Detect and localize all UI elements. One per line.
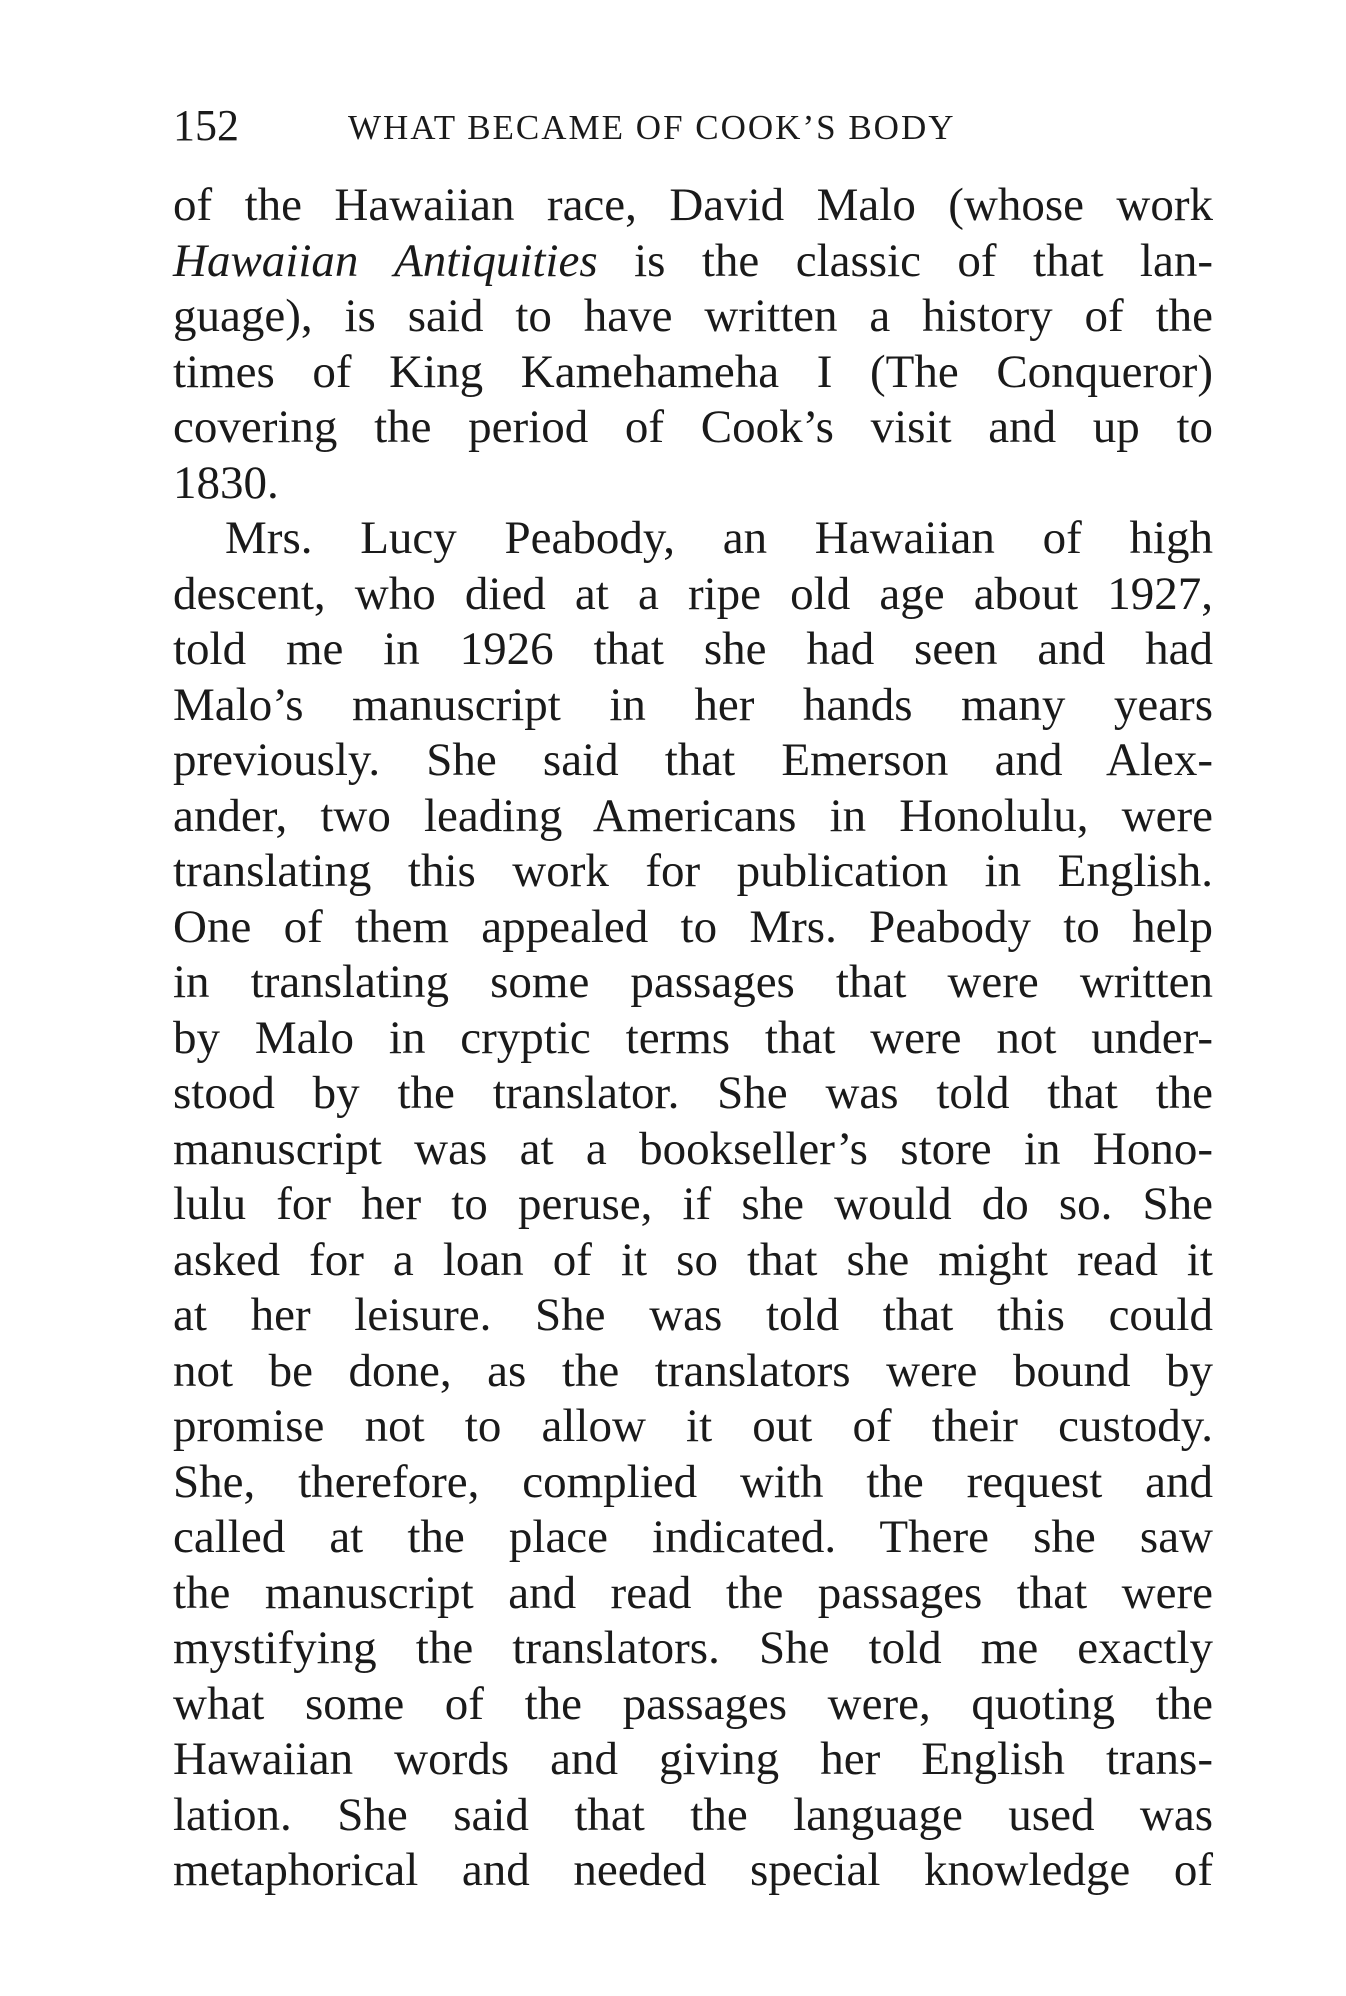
text-line: stood by the translator. She was told that the (173, 1067, 1213, 1119)
paragraph-1 (173, 178, 1213, 511)
text-line: times of King Kamehameha I (The Conqueror) (173, 345, 1213, 398)
text-line (173, 234, 1213, 290)
text-line: asked for a loan of it so that she might read it (173, 1233, 1213, 1286)
text-line: told me in 1926 that she had seen and had (173, 623, 1213, 675)
text-line: promise not to allow it out of their custody. (173, 1400, 1213, 1452)
paragraph-2 (173, 511, 1213, 1899)
text-line: what some of the passages were, quoting the (173, 1677, 1213, 1730)
text-line: covering the period of Cook’s visit and up to (173, 401, 1213, 453)
text-line: at her leisure. She was told that this could (173, 1289, 1213, 1341)
text-line: Malo’s manuscript in her hands many years (173, 678, 1213, 731)
text-line: One of them appealed to Mrs. Peabody to help (173, 900, 1213, 953)
text-line: called at the place indicated. There she saw (173, 1511, 1213, 1563)
text-fragment: is the classic of that lan- (597, 234, 1214, 287)
text-line: lulu for her to peruse, if she would do so. She (173, 1178, 1213, 1230)
text-line: by Malo in cryptic terms that were not under- (173, 1011, 1213, 1064)
book-title-italic: Hawaiian Antiquities (173, 234, 598, 287)
text-line: 1830. (173, 456, 279, 509)
text-line: not be done, as the translators were bound by (173, 1344, 1213, 1397)
text-line: Mrs. Lucy Peabody, an Hawaiian of high (225, 512, 1213, 564)
running-title: WHAT BECAME OF COOK’S BODY (348, 108, 956, 147)
text-line: the manuscript and read the passages that were (173, 1566, 1213, 1619)
text-line: translating this work for publication in English. (173, 845, 1213, 897)
running-head (173, 96, 1213, 156)
body-text (173, 178, 1213, 1899)
text-line: descent, who died at a ripe old age about 1927, (173, 567, 1213, 620)
text-line: manuscript was at a bookseller’s store in Hono- (173, 1122, 1213, 1175)
text-line: metaphorical and needed special knowledge of (173, 1844, 1213, 1896)
page-number: 152 (173, 101, 239, 150)
text-line: in translating some passages that were written (173, 956, 1213, 1008)
text-line: lation. She said that the language used was (173, 1788, 1213, 1841)
text-line: of the Hawaiian race, David Malo (whose work (173, 179, 1213, 231)
text-line: guage), is said to have written a history of the (173, 290, 1213, 342)
text-line: ander, two leading Americans in Honolulu, were (173, 789, 1213, 842)
text-line: She, therefore, complied with the request and (173, 1455, 1213, 1508)
text-line: mystifying the translators. She told me exactly (173, 1622, 1213, 1674)
text-line: Hawaiian words and giving her English trans- (173, 1733, 1213, 1785)
text-line: previously. She said that Emerson and Alex- (173, 734, 1213, 786)
